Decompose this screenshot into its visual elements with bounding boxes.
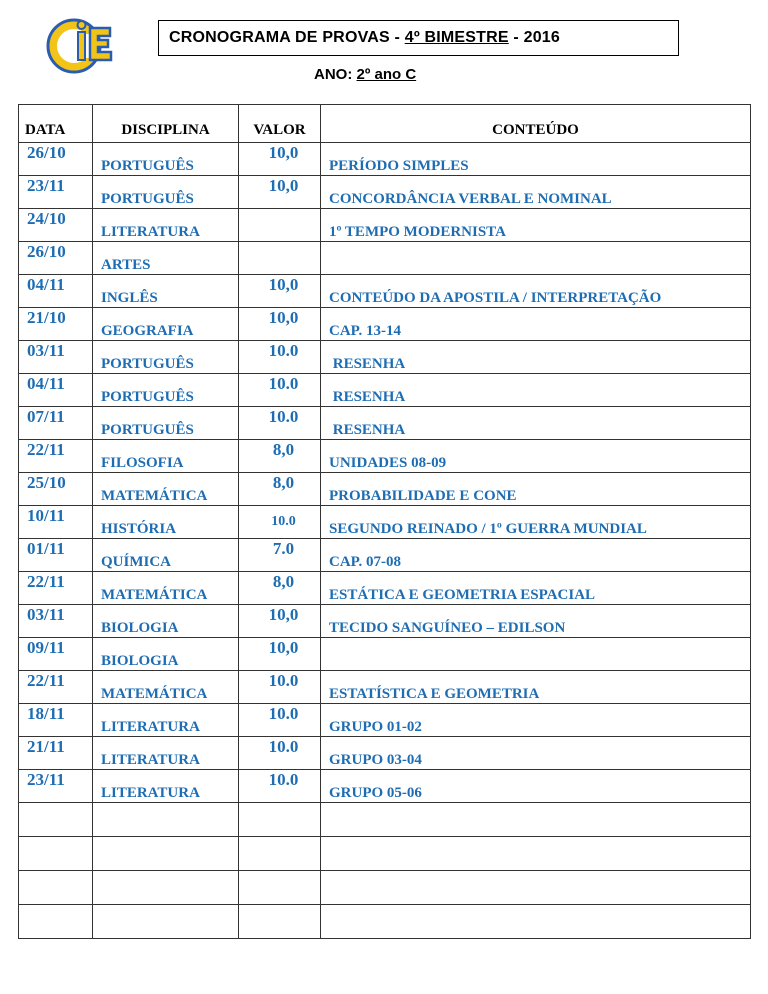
exam-schedule-table <box>18 104 751 939</box>
row-value <box>239 209 321 242</box>
empty-cell <box>93 803 239 837</box>
row-discipline: PORTUGUÊS <box>93 407 239 440</box>
row-discipline: QUÍMICA <box>93 539 239 572</box>
row-date: 24/10 <box>19 209 93 242</box>
row-discipline: HISTÓRIA <box>93 506 239 539</box>
row-value: 10.0 <box>239 770 321 803</box>
empty-cell <box>93 837 239 871</box>
row-date: 09/11 <box>19 638 93 671</box>
table-row <box>19 176 751 209</box>
empty-cell <box>321 871 751 905</box>
row-date: 22/11 <box>19 572 93 605</box>
row-value: 8,0 <box>239 440 321 473</box>
row-content: RESENHA <box>321 341 751 374</box>
row-content <box>321 638 751 671</box>
table-row <box>19 605 751 638</box>
table-row <box>19 440 751 473</box>
row-discipline: LITERATURA <box>93 209 239 242</box>
empty-cell <box>19 905 93 939</box>
row-content: CAP. 13-14 <box>321 308 751 341</box>
empty-cell <box>19 803 93 837</box>
empty-cell <box>239 871 321 905</box>
empty-cell <box>239 837 321 871</box>
table-row <box>19 704 751 737</box>
row-value: 8,0 <box>239 473 321 506</box>
row-date: 07/11 <box>19 407 93 440</box>
row-value: 10,0 <box>239 605 321 638</box>
row-value: 10,0 <box>239 176 321 209</box>
empty-cell <box>19 837 93 871</box>
row-discipline: LITERATURA <box>93 737 239 770</box>
row-discipline: BIOLOGIA <box>93 605 239 638</box>
row-discipline: BIOLOGIA <box>93 638 239 671</box>
row-content: ESTATÍSTICA E GEOMETRIA <box>321 671 751 704</box>
empty-cell <box>93 905 239 939</box>
row-date: 03/11 <box>19 341 93 374</box>
row-value: 10.0 <box>239 671 321 704</box>
empty-cell <box>321 905 751 939</box>
row-discipline: MATEMÁTICA <box>93 473 239 506</box>
row-content: PROBABILIDADE E CONE <box>321 473 751 506</box>
table-row <box>19 473 751 506</box>
row-value: 10,0 <box>239 638 321 671</box>
table-header-row <box>19 105 751 143</box>
class-year-label <box>314 66 416 83</box>
row-discipline: FILOSOFIA <box>93 440 239 473</box>
col-valor-header: VALOR <box>239 105 321 143</box>
row-discipline: PORTUGUÊS <box>93 374 239 407</box>
cie-logo <box>44 14 120 78</box>
row-discipline: PORTUGUÊS <box>93 143 239 176</box>
row-discipline: GEOGRAFIA <box>93 308 239 341</box>
row-date: 21/11 <box>19 737 93 770</box>
table-row <box>19 341 751 374</box>
col-disciplina-header: DISCIPLINA <box>93 105 239 143</box>
row-date: 10/11 <box>19 506 93 539</box>
row-content <box>321 242 751 275</box>
row-content: CAP. 07-08 <box>321 539 751 572</box>
row-date: 04/11 <box>19 374 93 407</box>
row-date: 23/11 <box>19 176 93 209</box>
table-row <box>19 506 751 539</box>
row-content: RESENHA <box>321 407 751 440</box>
col-data-header: DATA <box>19 105 93 143</box>
table-row <box>19 308 751 341</box>
table-row <box>19 671 751 704</box>
table-row <box>19 143 751 176</box>
title-prefix: CRONOGRAMA DE PROVAS - <box>169 29 405 46</box>
row-content: GRUPO 03-04 <box>321 737 751 770</box>
row-discipline: MATEMÁTICA <box>93 572 239 605</box>
ano-value: 2º ano C <box>356 66 417 83</box>
table-row <box>19 737 751 770</box>
table-row <box>19 539 751 572</box>
row-content: CONTEÚDO DA APOSTILA / INTERPRETAÇÃO <box>321 275 751 308</box>
row-date: 26/10 <box>19 242 93 275</box>
table-row <box>19 242 751 275</box>
row-content: CONCORDÂNCIA VERBAL E NOMINAL <box>321 176 751 209</box>
row-value <box>239 242 321 275</box>
row-content: SEGUNDO REINADO / 1º GUERRA MUNDIAL <box>321 506 751 539</box>
row-discipline: LITERATURA <box>93 704 239 737</box>
empty-cell <box>239 905 321 939</box>
row-value: 10,0 <box>239 308 321 341</box>
table-row <box>19 374 751 407</box>
row-date: 22/11 <box>19 440 93 473</box>
row-date: 04/11 <box>19 275 93 308</box>
row-discipline: PORTUGUÊS <box>93 176 239 209</box>
row-discipline: INGLÊS <box>93 275 239 308</box>
row-value: 10.0 <box>239 704 321 737</box>
row-value: 7.0 <box>239 539 321 572</box>
row-content: RESENHA <box>321 374 751 407</box>
row-content: UNIDADES 08-09 <box>321 440 751 473</box>
row-date: 25/10 <box>19 473 93 506</box>
table-row <box>19 770 751 803</box>
empty-row <box>19 871 751 905</box>
row-discipline: LITERATURA <box>93 770 239 803</box>
table-row <box>19 209 751 242</box>
col-conteudo-header: CONTEÚDO <box>321 105 751 143</box>
empty-cell <box>239 803 321 837</box>
empty-row <box>19 837 751 871</box>
empty-cell <box>321 837 751 871</box>
ano-label: ANO: <box>314 66 357 83</box>
row-date: 18/11 <box>19 704 93 737</box>
row-date: 23/11 <box>19 770 93 803</box>
row-content: TECIDO SANGUÍNEO – EDILSON <box>321 605 751 638</box>
row-date: 01/11 <box>19 539 93 572</box>
table-row <box>19 638 751 671</box>
table-row <box>19 407 751 440</box>
row-date: 03/11 <box>19 605 93 638</box>
row-value: 10,0 <box>239 143 321 176</box>
row-value: 8,0 <box>239 572 321 605</box>
empty-cell <box>93 871 239 905</box>
row-discipline: ARTES <box>93 242 239 275</box>
table-row <box>19 572 751 605</box>
empty-cell <box>321 803 751 837</box>
row-value: 10,0 <box>239 275 321 308</box>
row-value: 10.0 <box>239 374 321 407</box>
row-content: PERÍODO SIMPLES <box>321 143 751 176</box>
title-bimestre: 4º BIMESTRE <box>404 29 509 46</box>
row-value: 10.0 <box>239 737 321 770</box>
row-discipline: PORTUGUÊS <box>93 341 239 374</box>
row-date: 21/10 <box>19 308 93 341</box>
page-title <box>158 20 679 56</box>
row-content: GRUPO 05-06 <box>321 770 751 803</box>
row-date: 22/11 <box>19 671 93 704</box>
table-row <box>19 275 751 308</box>
row-discipline: MATEMÁTICA <box>93 671 239 704</box>
row-value: 10.0 <box>239 506 321 539</box>
empty-row <box>19 905 751 939</box>
row-content: 1º TEMPO MODERNISTA <box>321 209 751 242</box>
title-suffix: - 2016 <box>508 29 560 46</box>
row-value: 10.0 <box>239 341 321 374</box>
row-date: 26/10 <box>19 143 93 176</box>
row-value: 10.0 <box>239 407 321 440</box>
empty-cell <box>19 871 93 905</box>
empty-row <box>19 803 751 837</box>
row-content: GRUPO 01-02 <box>321 704 751 737</box>
row-content: ESTÁTICA E GEOMETRIA ESPACIAL <box>321 572 751 605</box>
